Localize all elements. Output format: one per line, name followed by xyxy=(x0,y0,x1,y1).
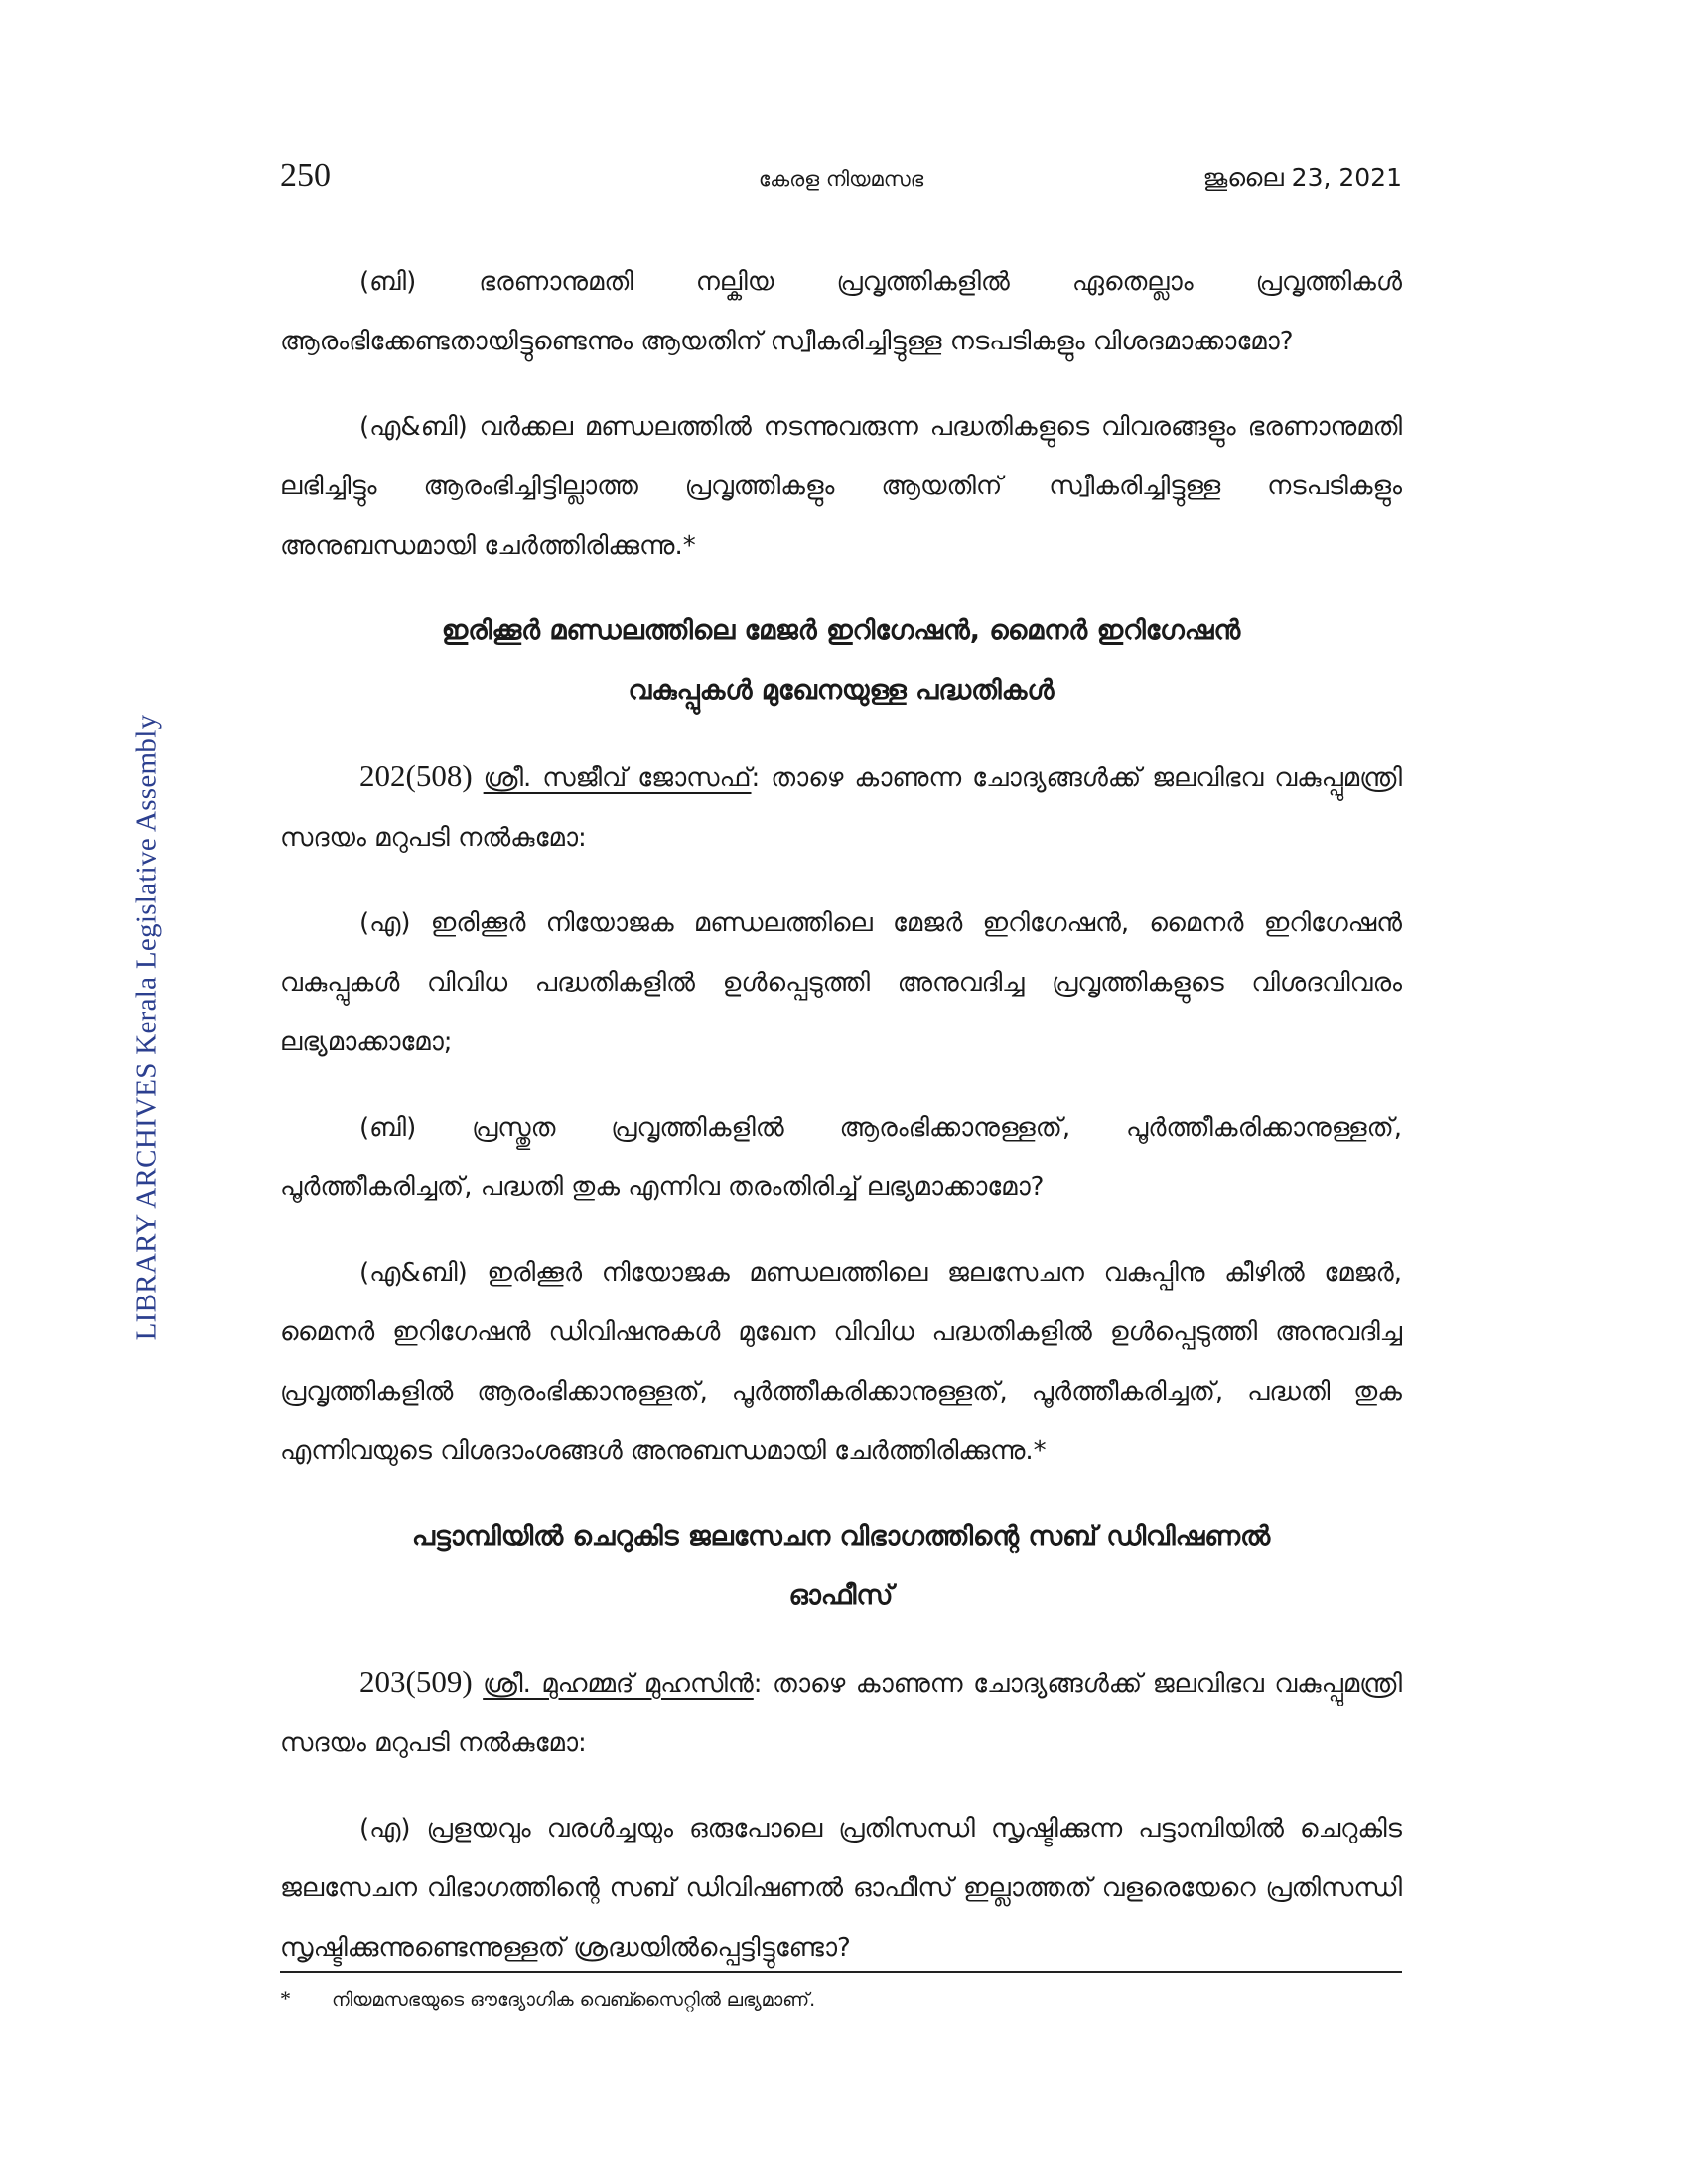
header-title: കേരള നിയമസഭ xyxy=(758,167,924,191)
question-number: 203(509) xyxy=(359,1664,473,1699)
footnote-mark: * xyxy=(280,1986,291,2011)
paragraph-b-question: (ബി) ഭരണാനുമതി നല്കിയ പ്രവൃത്തികളിൽ ഏതെല്ലാം പ്രവൃത്തികൾ ആരംഭിക്കേണ്ടതായിട്ടുണ്ടെന്നും ആയതിന് സ്വീകരിച്ചിട്ടുള്ള നടപടികളും വിശദമാക്കാമോ? xyxy=(280,267,1402,356)
section-heading-line: പട്ടാമ്പിയിൽ ചെറുകിട ജലസേചന വിഭാഗത്തിന്റെ സബ് ഡിവിഷണൽ xyxy=(411,1521,1271,1552)
section-heading-line: ഇരിക്കൂർ മണ്ഡലത്തിലെ മേജർ ഇറിഗേഷൻ, മൈനർ ഇറിഗേഷൻ xyxy=(441,615,1241,646)
question-intro: : താഴെ കാണുന്ന ചോദ്യങ്ങൾക്ക് ജലവിഭവ വകുപ്പുമന്ത്രി സദയം മറുപടി നൽകുമോ: xyxy=(280,763,1402,853)
paragraph-b-question: (ബി) പ്രസ്തുത പ്രവൃത്തികളിൽ ആരംഭിക്കാനുള്ളത്, പൂർത്തീകരിക്കാനുള്ളത്, പൂർത്തീകരിച്ചത്, പദ്ധതി തുക എന്നിവ തരംതിരിച്ച് ലഭ്യമാക്കാമോ? xyxy=(280,1113,1402,1202)
question-number: 202(508) xyxy=(359,758,473,793)
section-heading-pattambi xyxy=(280,1507,1402,1626)
section-heading-line: ഓഫീസ് xyxy=(788,1580,894,1611)
paragraph-ab-answer: (എ&ബി) ഇരിക്കൂർ നിയോജക മണ്ഡലത്തിലെ ജലസേചന വകുപ്പിനു കീഴിൽ മേജർ, മൈനർ ഇറിഗേഷൻ ഡിവിഷനുകൾ മുഖേന വിവിധ പദ്ധതികളിൽ ഉൾപ്പെടുത്തി അനുവദിച്ച പ്രവൃത്തികളിൽ ആരംഭിക്കാനുള്ളത്, പൂർത്തീകരിക്കാനുള്ളത്, പൂർത്തീകരിച്ചത്, പദ്ധതി തുക എന്നിവയുടെ വിശദാംശങ്ങൾ അനുബന്ധമായി ചേർത്തിരിക്കുന്നു.* xyxy=(280,1258,1402,1466)
document-page xyxy=(280,157,1402,2011)
member-name: ശ്രീ. മുഹമ്മദ് മുഹസിൻ xyxy=(483,1669,754,1699)
footnote-text: നിയമസഭയുടെ ഔദ്യോഗിക വെബ്സൈറ്റിൽ ലഭ്യമാണ്. xyxy=(332,1989,816,2011)
question-202 xyxy=(280,747,1402,868)
page-number: 250 xyxy=(280,157,331,194)
side-watermark: LIBRARY ARCHIVES Kerala Legislative Assembly xyxy=(130,714,163,1341)
section-heading-irikkur xyxy=(280,602,1402,721)
paragraph-a-question: (എ) ഇരിക്കൂർ നിയോജക മണ്ഡലത്തിലെ മേജർ ഇറിഗേഷൻ, മൈനർ ഇറിഗേഷൻ വകുപ്പുകൾ വിവിധ പദ്ധതികളിൽ ഉൾപ്പെടുത്തി അനുവദിച്ച പ്രവൃത്തികളുടെ വിശദവിവരം ലഭ്യമാക്കാമോ; xyxy=(280,908,1402,1057)
footnote xyxy=(280,1985,1402,2014)
question-203 xyxy=(280,1652,1402,1773)
section-heading-line: വകുപ്പുകൾ മുഖേനയുള്ള പദ്ധതികൾ xyxy=(628,675,1055,706)
member-name: ശ്രീ. സജീവ് ജോസഫ് xyxy=(483,763,752,793)
paragraph-a-question: (എ) പ്രളയവും വരൾച്ചയും ഒരുപോലെ പ്രതിസന്ധി സൃഷ്ടിക്കുന്ന പട്ടാമ്പിയിൽ ചെറുകിട ജലസേചന വിഭാഗത്തിന്റെ സബ് ഡിവിഷണൽ ഓഫീസ് ഇല്ലാത്തത് വളരെയേറെ പ്രതിസന്ധി സൃഷ്ടിക്കുന്നുണ്ടെന്നുള്ളത് ശ്രദ്ധയിൽപ്പെട്ടിട്ടുണ്ടോ? xyxy=(280,1814,1402,1963)
header-date: ജൂലൈ 23, 2021 xyxy=(1202,163,1402,192)
paragraph-ab-answer: (എ&ബി) വർക്കല മണ്ഡലത്തിൽ നടന്നുവരുന്ന പദ്ധതികളുടെ വിവരങ്ങളും ഭരണാനുമതി ലഭിച്ചിട്ടും ആരംഭിച്ചിട്ടില്ലാത്ത പ്രവൃത്തികളും ആയതിന് സ്വീകരിച്ചിട്ടുള്ള നടപടികളും അനുബന്ധമായി ചേർത്തിരിക്കുന്നു.* xyxy=(280,412,1402,561)
question-intro: : താഴെ കാണുന്ന ചോദ്യങ്ങൾക്ക് ജലവിഭവ വകുപ്പുമന്ത്രി സദയം മറുപടി നൽകുമോ: xyxy=(280,1669,1402,1758)
footnote-divider xyxy=(280,1971,1402,1973)
running-header xyxy=(280,157,1402,208)
